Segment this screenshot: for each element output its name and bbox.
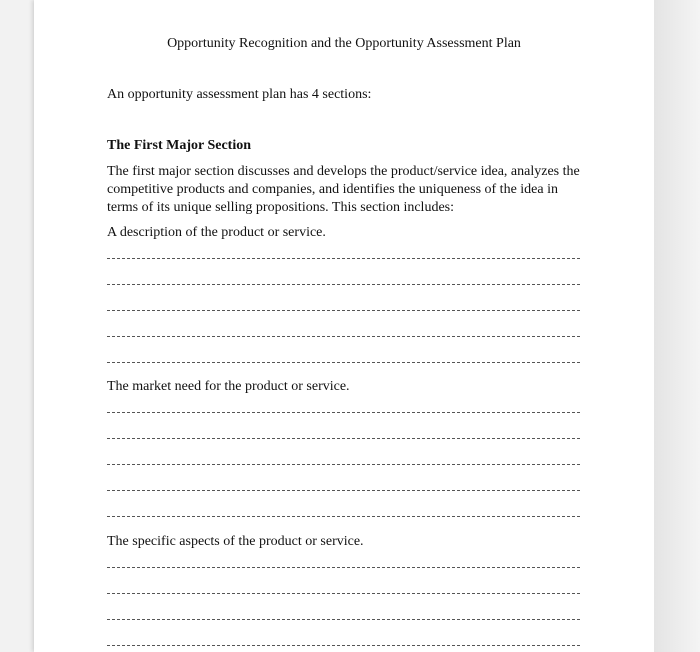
answer-line[interactable] [107,464,580,465]
answer-line[interactable] [107,516,580,517]
viewer-gutter [654,0,700,652]
prompt-market-need: The market need for the product or service. [107,379,350,394]
answer-line[interactable] [107,284,580,285]
answer-line[interactable] [107,567,580,568]
answer-line[interactable] [107,310,580,311]
answer-line[interactable] [107,645,580,646]
answer-line[interactable] [107,362,580,363]
answer-line[interactable] [107,619,580,620]
intro-text: An opportunity assessment plan has 4 sections: [107,87,372,102]
section-heading: The First Major Section [107,138,251,153]
answer-line[interactable] [107,412,580,413]
answer-line[interactable] [107,258,580,259]
answer-line[interactable] [107,490,580,491]
document-title: Opportunity Recognition and the Opportunity Assessment Plan [167,36,521,51]
answer-line[interactable] [107,336,580,337]
section-body: The first major section discusses and develops the product/service idea, analyzes the competitive products and companies, and identifies the uniqueness of the idea in terms of its unique selling propositions. This section includes: [107,164,580,215]
answer-line[interactable] [107,438,580,439]
document-page [34,0,654,652]
prompt-specific-aspects: The specific aspects of the product or service. [107,534,364,549]
prompt-product-description: A description of the product or service. [107,225,326,240]
answer-line[interactable] [107,593,580,594]
